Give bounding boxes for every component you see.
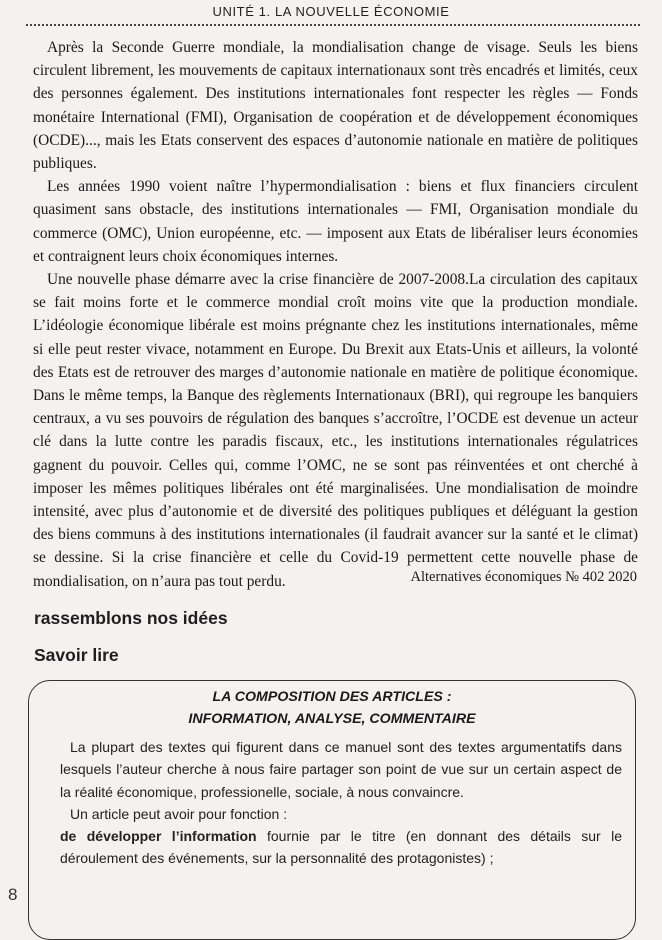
info-box-intro: La plupart des textes qui figurent dans ce manuel sont des textes argumentatifs dans lesquels l’auteur cherche à nous faire partager son point de vue sur un certain aspect de la réalité économique, professionelle, sociale, à nous convaincre. [60, 739, 622, 800]
info-box-body [60, 736, 622, 870]
page-number: 8 [8, 885, 18, 904]
article-paragraph-1: Après la Seconde Guerre mondiale, la mondialisation change de visage. Seuls les biens circulent librement, les mouvements de capitaux internationaux sont très encadrés et limités, ceux des personnes également. Des institutions internationales font respecter les règles — Fonds monétaire International (FMI), Organisation de coopération et de développement économiques (OCDE)..., mais les Etats conservent des espaces d’autonomie nationale en matière de politiques publiques. [33, 39, 638, 173]
info-box-item-1 [60, 825, 622, 870]
article-text [33, 36, 638, 593]
running-header: UNITÉ 1. LA NOUVELLE ÉCONOMIE [212, 4, 450, 19]
article-paragraph-2: Les années 1990 voient naître l’hypermondialisation : biens et flux financiers circulent quasiment sans obstacle, des institutions internationales — FMI, Organisation mondiale du commerce (OMC), Union européenne, etc. — imposent aux Etats de libéraliser leurs économies et contraignent leurs choix économiques internes. [33, 178, 638, 265]
article-paragraph-3: Une nouvelle phase démarre avec la crise financière de 2007-2008.La circulation des capitaux se fait moins forte et le commerce mondial croît moins vite que la production mondiale. L’idéologie économique libérale est moins prégnante chez les institutions internationales, même si elle peut rester vivace, notamment en Europe. Du Brexit aux Etats-Unis et ailleurs, la volonté des Etats est de retrouver des marges d’autonomie nationale en matière de politique économique. Dans le même temps, la Banque des règlements Internationaux (BRI), qui regroupe les banquiers centraux, a vu ses pouvoirs de régulation des banques s’accroître, l’OCDE est devenue un acteur clé dans la lutte contre les paradis fiscaux, etc., les institutions internationales régulatrices gagnent du pouvoir. Celles qui, comme l’OMC, ne se sont pas réinventées et ont cherché à imposer les mêmes politiques libérales ont été marginalisées. Une mondialisation de moindre intensité, avec plus d’autonomie et de diversité des politiques publiques et déléguant la gestion des biens communs à des institutions internationales (il faudrait avancer sur la santé et le climat) se dessine. Si la crise financière et celle du Covid-19 permettent cette nouvelle phase de mondialisation, on n’aura pas tout perdu. [33, 271, 638, 590]
info-box-title-line-2: INFORMATION, ANALYSE, COMMENTAIRE [188, 711, 476, 727]
info-box-item-1-bold: de développer l’information [60, 828, 257, 845]
info-box-title-line-1: LA COMPOSITION DES ARTICLES : [212, 689, 452, 705]
article-source: Alternatives économiques № 402 2020 [410, 569, 637, 585]
header-divider [26, 24, 640, 26]
section-subtitle: Savoir lire [34, 645, 119, 665]
info-box-item-1-text: fournie par le titre (en donnant des détails sur le déroulement des événements, sur la personnalité des protagonistes) ; [60, 828, 622, 867]
section-title: rassemblons nos idées [34, 608, 228, 628]
info-box-function-lead: Un article peut avoir pour fonction : [70, 805, 288, 822]
info-box-title [28, 686, 636, 730]
